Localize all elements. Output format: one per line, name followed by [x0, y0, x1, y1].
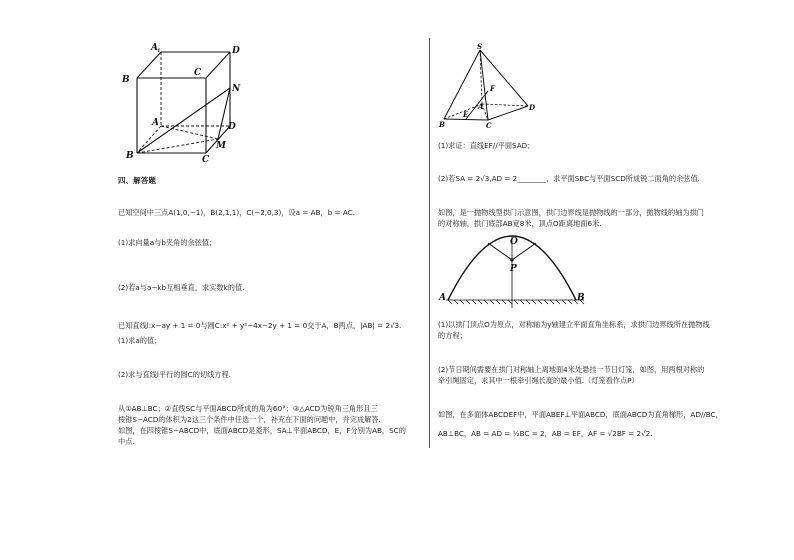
- label-sub1: 1: [157, 48, 161, 54]
- label-D: D: [228, 122, 236, 132]
- problem3-question1: (1)求证：直线EF//平面SAD；: [438, 141, 535, 150]
- label-E: E: [463, 110, 469, 119]
- problem2-question2: (2)求与直线l平行的圆C的切线方程.: [118, 370, 231, 379]
- problem1-question1: (1)求向量a与b夹角的余弦值；: [118, 238, 217, 247]
- label-A: A: [478, 102, 484, 111]
- label-A1: A: [151, 43, 158, 53]
- problem3-line2: 棱锥S−ACD的体积为2这三个条件中任选一个，补充在下面的问题中，并完成解答.: [118, 415, 381, 424]
- label-C: C: [202, 155, 210, 165]
- problem4-line1: 如图，是一抛物线型拱门示意图，拱门边界线是抛物线的一部分，抛物线的轴为拱门: [438, 208, 704, 217]
- label-C1: C: [194, 68, 202, 78]
- problem4-line2: 的对称轴，拱门底部AB宽8米，顶点O距离地面6米.: [438, 219, 602, 228]
- label-F: F: [490, 84, 495, 93]
- arch-figure: [436, 230, 596, 310]
- column-divider: [429, 38, 430, 448]
- problem5-line2: AB⊥BC，AB = AD = ½BC = 2，AB = EF，AF = √2BF = 2√2.: [438, 429, 653, 438]
- label-D: D: [529, 103, 536, 112]
- label-B1: B: [122, 75, 130, 85]
- label-M: M: [216, 141, 226, 151]
- pyramid-figure: [436, 44, 546, 134]
- section-heading: 四、解答题: [118, 176, 156, 185]
- label-N: N: [232, 84, 241, 94]
- problem1-question2: (2)若a与a−kb互相垂直，求实数k的值.: [118, 283, 245, 292]
- problem4-question1-line2: 的方程；: [438, 331, 467, 340]
- label-B: B: [577, 293, 585, 303]
- label-P: P: [510, 264, 517, 274]
- problem3-line3: 如图，在四棱锥S−ABCD中，底面ABCD是菱形，SA⊥平面ABCD，E，F分别为AB，SC的: [118, 426, 406, 435]
- label-O: O: [510, 237, 518, 247]
- label-D1: D: [232, 46, 240, 56]
- label-S: S: [477, 42, 483, 51]
- label-A: A: [439, 293, 446, 303]
- problem4-question2-line1: (2)节日期间需要在拱门对称轴上离地面4米处悬挂一节日灯笼，如图，用两根对称的: [438, 365, 705, 374]
- problem2-question1: (1)求a的值；: [118, 336, 162, 345]
- label-B: B: [126, 151, 134, 161]
- problem3-question2: (2)若SA = 2√3,AD = 2________，求平面SBC与平面SCD所成锐二面角的余弦值.: [438, 174, 700, 183]
- label-B: B: [439, 120, 445, 129]
- problem3-line1: 从①AB⊥BC；②直线SC与平面ABCD所成的角为60°；③△ACD为锐角三角形且三: [118, 404, 378, 413]
- problem3-line4: 中点.: [118, 437, 135, 446]
- problem2-intro: 已知直线l:x−ay + 1 = 0与圆C:x² + y²−4x−2y + 1 = 0交于A，B两点，|AB| = 2√3.: [118, 321, 402, 330]
- label-A: A: [152, 118, 159, 128]
- problem4-question1-line1: (1)以拱门顶点O为原点，对称轴为y轴建立平面直角坐标系，求拱门边界线所在抛物线: [438, 320, 710, 329]
- problem5-line1: 如图，在多面体ABCDEF中，平面ABEF⊥平面ABCD，底面ABCD为直角梯形，AD//BC，: [438, 410, 723, 419]
- problem1-intro: 已知空间中三点A(1,0,−1)，B(2,1,1)，C(−2,0,3)，设a = AB，b = AC.: [118, 208, 355, 217]
- cube-figure: [120, 40, 250, 170]
- problem4-question2-line2: 牵引绳固定，求其中一根牵引绳长度的最小值.（灯笼看作点P）: [438, 376, 639, 385]
- label-C: C: [486, 121, 492, 130]
